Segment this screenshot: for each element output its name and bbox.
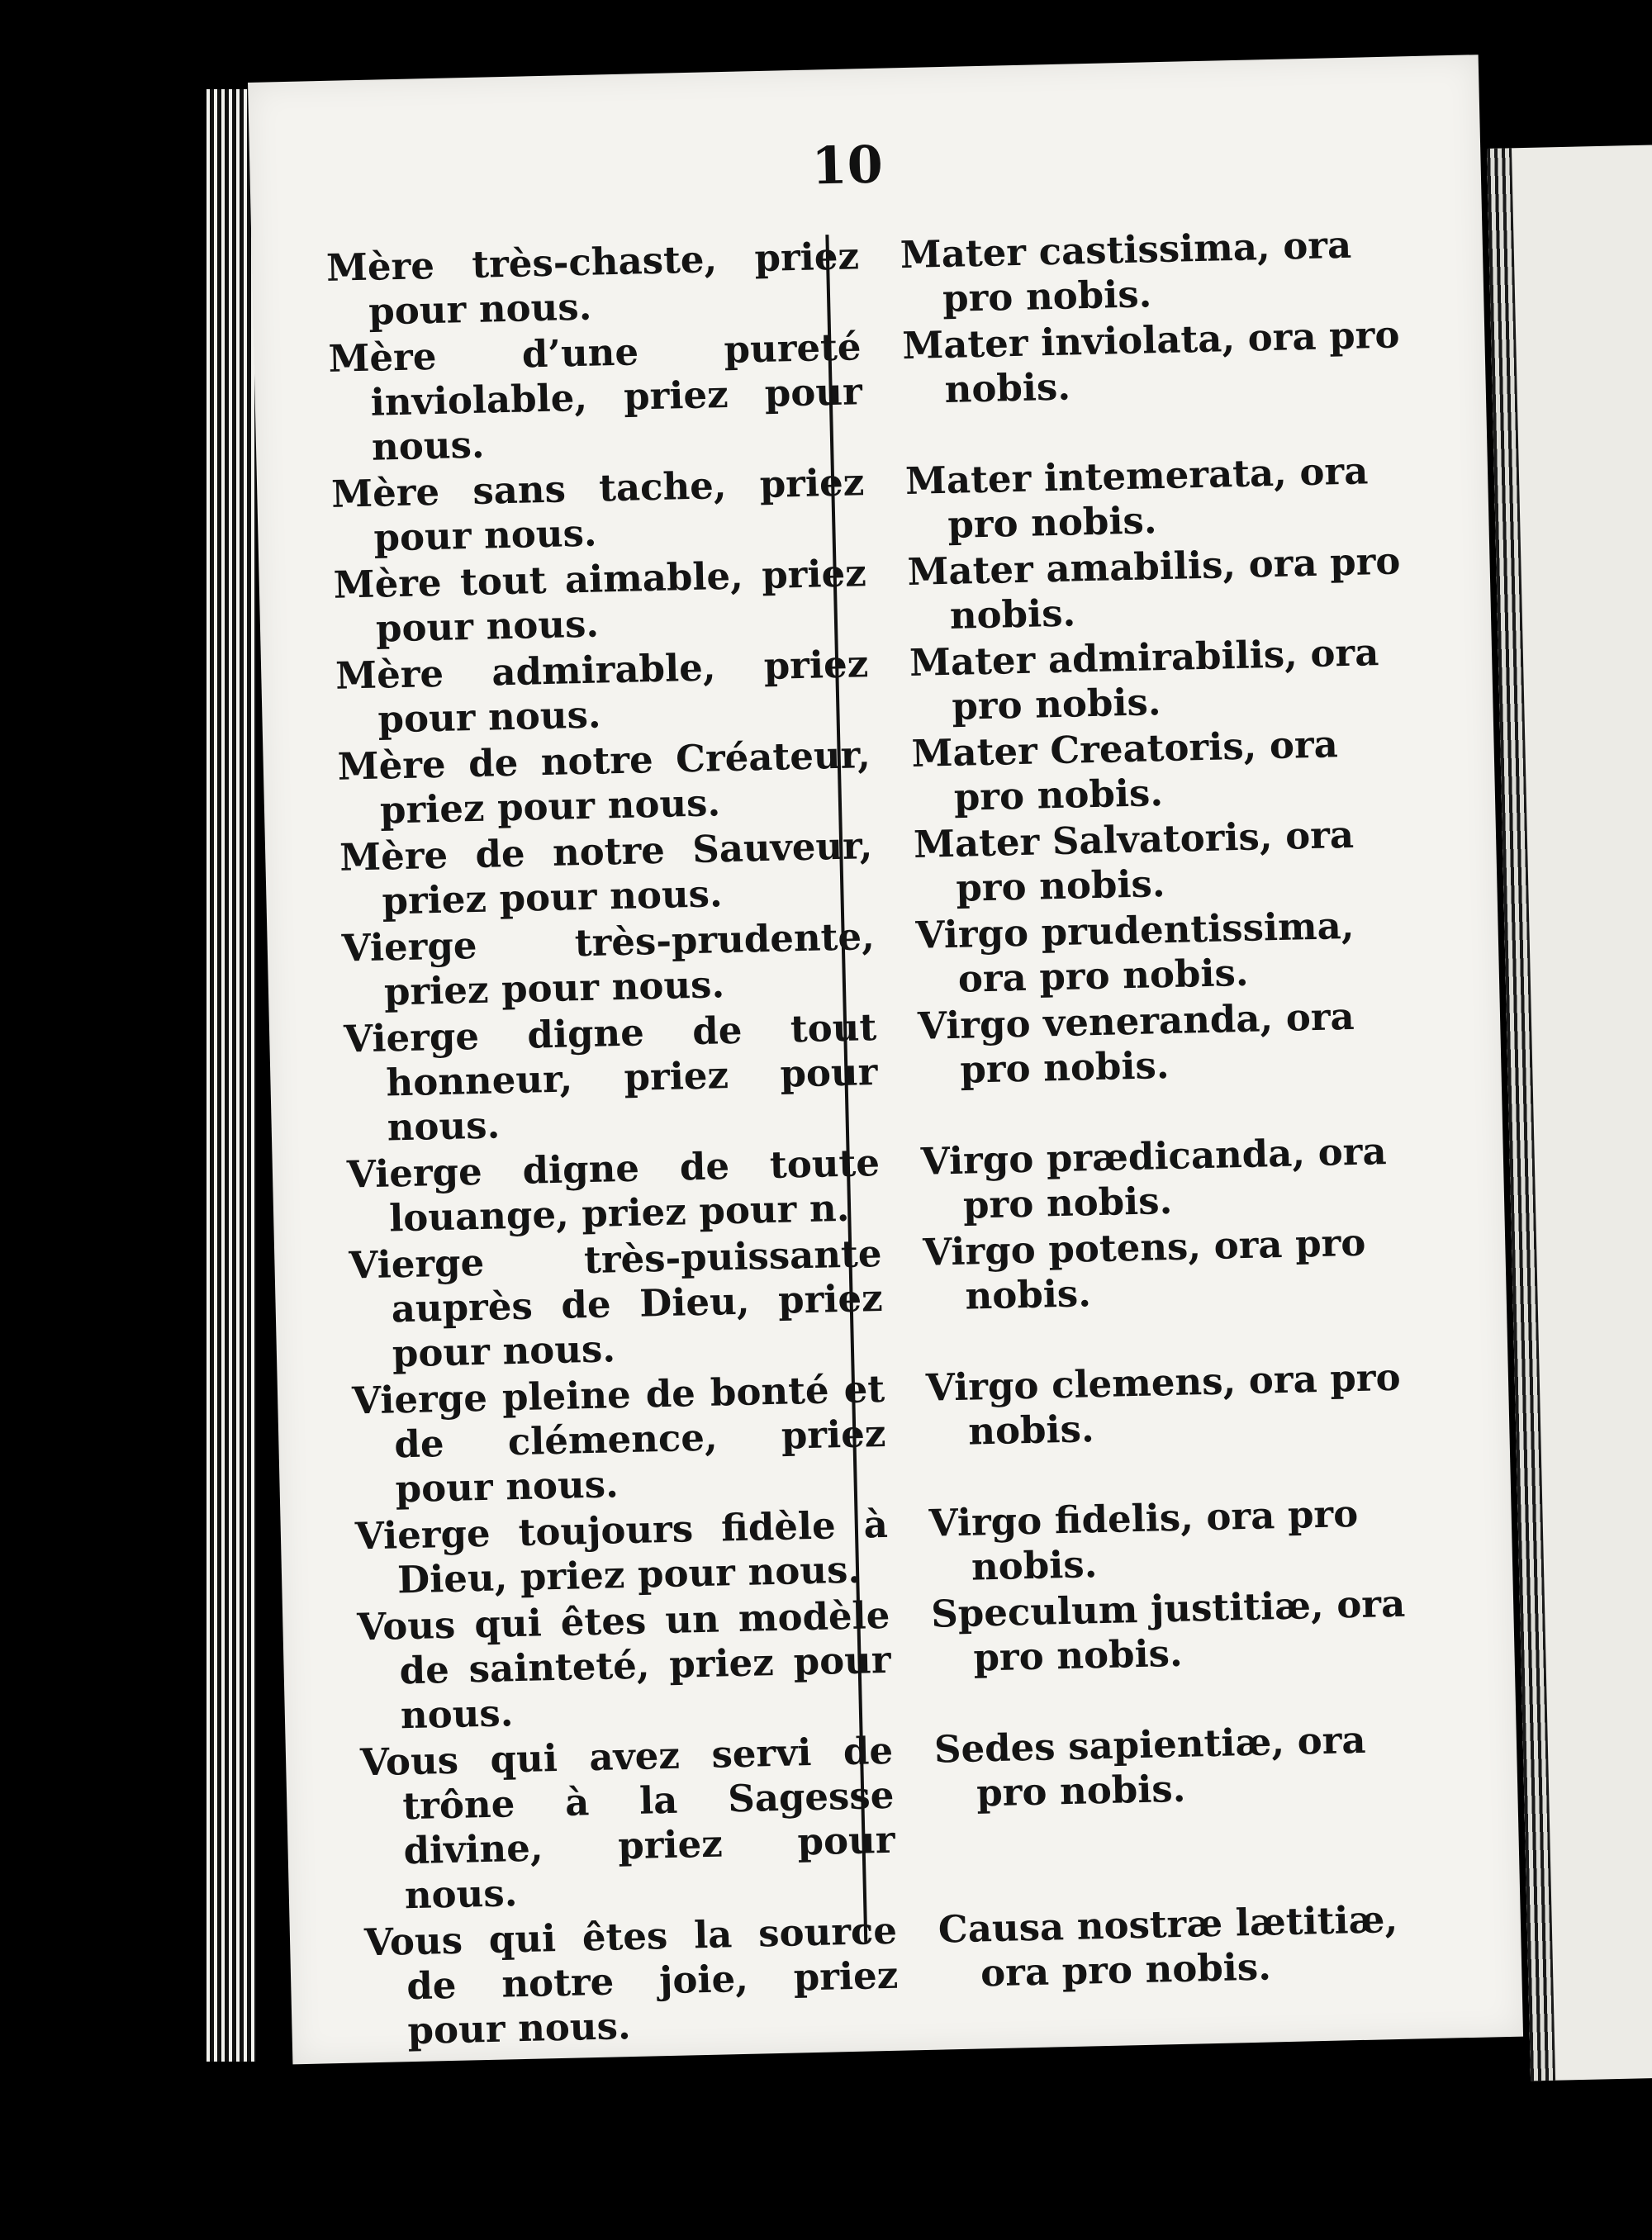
french-invocation: Mère tout aimable, priez pour nous. bbox=[333, 551, 867, 651]
french-invocation: Vierge digne de toute louange, priez pour n. bbox=[346, 1140, 881, 1241]
latin-invocation: Mater inviolata, ora pro nobis. bbox=[901, 312, 1400, 411]
french-invocation: Mère de notre Créateur, priez pour nous. bbox=[337, 733, 871, 833]
latin-invocation: Mater admirabilis, ora pro nobis. bbox=[909, 630, 1379, 728]
latin-invocation: Virgo clemens, ora pro nobis. bbox=[925, 1355, 1402, 1454]
litany-row bbox=[357, 1580, 1474, 1739]
latin-invocation: Speculum justitiæ, ora pro nobis. bbox=[930, 1581, 1406, 1680]
french-invocation: Vous qui êtes la source de notre joie, priez pour nous. bbox=[363, 1908, 899, 2053]
latin-invocation: Virgo prudentissima, ora pro nobis. bbox=[915, 903, 1355, 1001]
french-invocation: Mère de notre Sauveur, priez pour nous. bbox=[339, 823, 873, 923]
latin-invocation: Virgo potens, ora pro nobis. bbox=[922, 1220, 1366, 1318]
latin-invocation: Virgo veneranda, ora pro nobis. bbox=[917, 994, 1355, 1092]
french-invocation: Vous qui avez servi de trône à la Sagesse divine, priez pour nous. bbox=[359, 1728, 896, 1918]
book-page bbox=[248, 55, 1523, 2064]
litany-columns bbox=[326, 221, 1482, 2056]
french-invocation: Vierge très-prudente, priez pour nous. bbox=[341, 914, 876, 1014]
french-invocation: Vierge digne de tout honneur, priez pour nous. bbox=[343, 1005, 878, 1150]
litany-row bbox=[344, 992, 1461, 1151]
french-invocation: Mère sans tache, priez pour nous. bbox=[330, 460, 865, 560]
page-number: 10 bbox=[810, 134, 884, 197]
latin-invocation: Causa nostræ lætitiæ, ora pro nobis. bbox=[938, 1896, 1398, 1996]
litany-row bbox=[364, 1896, 1482, 2055]
french-invocation: Vous qui êtes un modèle de sainteté, priez pour nous. bbox=[356, 1592, 892, 1738]
french-invocation: Vierge toujours fidèle à Dieu, priez pour nous. bbox=[354, 1502, 889, 1602]
latin-invocation: Mater intemerata, ora pro nobis. bbox=[904, 448, 1369, 547]
french-invocation: Mère admirable, priez pour nous. bbox=[335, 642, 869, 742]
litany-row bbox=[328, 311, 1446, 471]
latin-invocation: Mater Salvatoris, ora pro nobis. bbox=[913, 812, 1355, 910]
litany-row bbox=[349, 1218, 1466, 1378]
latin-invocation: Mater amabilis, ora pro nobis. bbox=[907, 539, 1401, 638]
book-spine-edge bbox=[206, 89, 256, 2062]
latin-invocation: Virgo fidelis, ora pro nobis. bbox=[928, 1491, 1359, 1589]
french-invocation: Mère très-chaste, priez pour nous. bbox=[325, 234, 860, 334]
litany-row bbox=[360, 1716, 1479, 1920]
french-invocation: Vierge pleine de bonté et de clémence, priez pour nous. bbox=[351, 1366, 886, 1512]
latin-invocation: Mater castissima, ora pro nobis. bbox=[900, 222, 1352, 320]
french-invocation: Vierge très-puissante auprès de Dieu, priez pour nous. bbox=[348, 1231, 884, 1376]
latin-invocation: Sedes sapientiæ, ora pro nobis. bbox=[933, 1717, 1367, 1815]
latin-invocation: Virgo prædicanda, ora pro nobis. bbox=[920, 1129, 1388, 1227]
french-invocation: Mère d’une pureté inviolable, priez pour nous. bbox=[328, 325, 863, 469]
latin-invocation: Mater Creatoris, ora pro nobis. bbox=[911, 722, 1339, 819]
litany-row bbox=[352, 1354, 1469, 1513]
